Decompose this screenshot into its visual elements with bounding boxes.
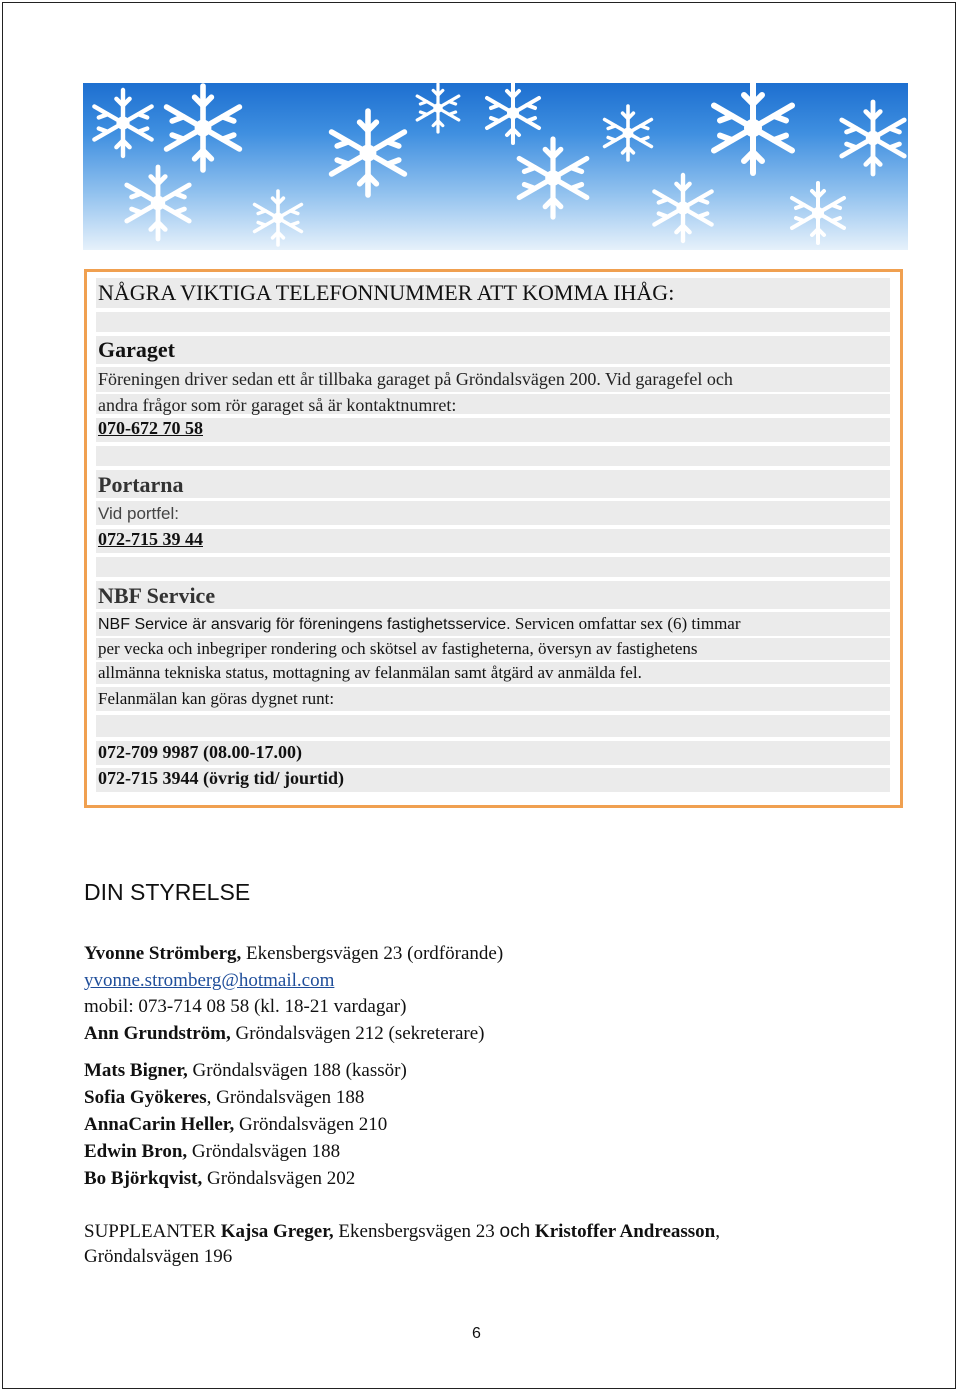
- nbf-line-4: Felanmälan kan göras dygnet runt:: [98, 689, 335, 708]
- member-row: [84, 1060, 407, 1082]
- member-name: Yvonne Strömberg,: [84, 943, 242, 964]
- nbf-line-2: per vecka och inbegriper rondering och skötsel av fastigheterna, översyn av fastighetens: [98, 639, 698, 658]
- member-row: [84, 1087, 364, 1109]
- stripe: [96, 557, 890, 577]
- member-info: Gröndalsvägen 210: [234, 1114, 388, 1135]
- garaget-heading: Garaget: [98, 337, 175, 362]
- snowflake-banner: [83, 83, 908, 250]
- member-name: Sofia Gyökeres: [84, 1087, 207, 1108]
- nbf-line-1: [98, 612, 741, 637]
- chair-mobile: mobil: 073-714 08 58 (kl. 18-21 vardagar): [84, 996, 407, 1017]
- suppleanter-line: [84, 1221, 720, 1243]
- member-row: [84, 1114, 387, 1136]
- member-chair: [84, 943, 503, 965]
- stripe: [96, 336, 890, 364]
- snowflake-banner-icon: [83, 83, 908, 250]
- member-info: Ekensbergsvägen 23 (ordförande): [241, 943, 504, 964]
- portarna-text: Vid portfel:: [98, 504, 179, 523]
- member-row: [84, 1168, 355, 1190]
- member-name: AnnaCarin Heller,: [84, 1114, 235, 1135]
- member-info: Gröndalsvägen 202: [202, 1168, 356, 1189]
- nbf-line-1b: Servicen omfattar sex (6) timmar: [510, 614, 741, 633]
- stripe: [96, 529, 890, 553]
- member-info: Ekensbergsvägen 23: [333, 1221, 500, 1242]
- stripe: [96, 581, 890, 609]
- nbf-heading: NBF Service: [98, 583, 216, 608]
- stripe: [96, 715, 890, 737]
- nbf-line-1a: NBF Service är ansvarig för föreningens fastighetsservice.: [98, 616, 511, 633]
- suppleanter-label: SUPPLEANTER: [84, 1221, 221, 1242]
- member-info: Gröndalsvägen 212 (sekreterare): [230, 1023, 485, 1044]
- member-name: Ann Grundström,: [84, 1023, 231, 1044]
- member-name: Edwin Bron,: [84, 1141, 188, 1162]
- nbf-phone-jour[interactable]: 072-715 3944 (övrig tid/ jourtid): [98, 768, 344, 788]
- member-row: [84, 1023, 485, 1045]
- garaget-phone[interactable]: 070-672 70 58: [98, 418, 203, 438]
- chair-email-link[interactable]: yvonne.stromberg@hotmail.com: [84, 970, 335, 991]
- stripe: [96, 470, 890, 498]
- box-title: NÅGRA VIKTIGA TELEFONNUMMER ATT KOMMA IHÅG:: [98, 280, 675, 305]
- styrelse-title: DIN STYRELSE: [84, 879, 251, 905]
- member-name: Kajsa Greger,: [220, 1221, 334, 1242]
- och-word: och: [499, 1221, 531, 1242]
- portarna-phone[interactable]: 072-715 39 44: [98, 529, 203, 549]
- member-info: Gröndalsvägen 188 (kassör): [187, 1060, 407, 1081]
- stripe: [96, 312, 890, 332]
- member-info: ,: [715, 1221, 720, 1242]
- member-info: Gröndalsvägen 188: [187, 1141, 341, 1162]
- member-row: [84, 1141, 340, 1163]
- member-name: Kristoffer Andreasson: [530, 1221, 716, 1242]
- member-info: , Gröndalsvägen 188: [206, 1087, 365, 1108]
- portarna-heading: Portarna: [98, 472, 184, 497]
- stripe: [96, 446, 890, 466]
- suppleanter-line-2: Gröndalsvägen 196: [84, 1246, 233, 1267]
- stripe: [96, 501, 890, 525]
- page-number: 6: [472, 1325, 481, 1342]
- stripe: [96, 418, 890, 442]
- member-name: Bo Björkqvist,: [84, 1168, 203, 1189]
- garaget-line-1: Föreningen driver sedan ett år tillbaka garaget på Gröndalsvägen 200. Vid garagefel och: [98, 369, 733, 389]
- nbf-line-3: allmänna tekniska status, mottagning av felanmälan samt åtgärd av anmälda fel.: [98, 663, 642, 682]
- garaget-line-2: andra frågor som rör garaget så är kontaktnumret:: [98, 395, 457, 415]
- nbf-phone-day[interactable]: 072-709 9987 (08.00-17.00): [98, 742, 302, 762]
- member-name: Mats Bigner,: [84, 1060, 188, 1081]
